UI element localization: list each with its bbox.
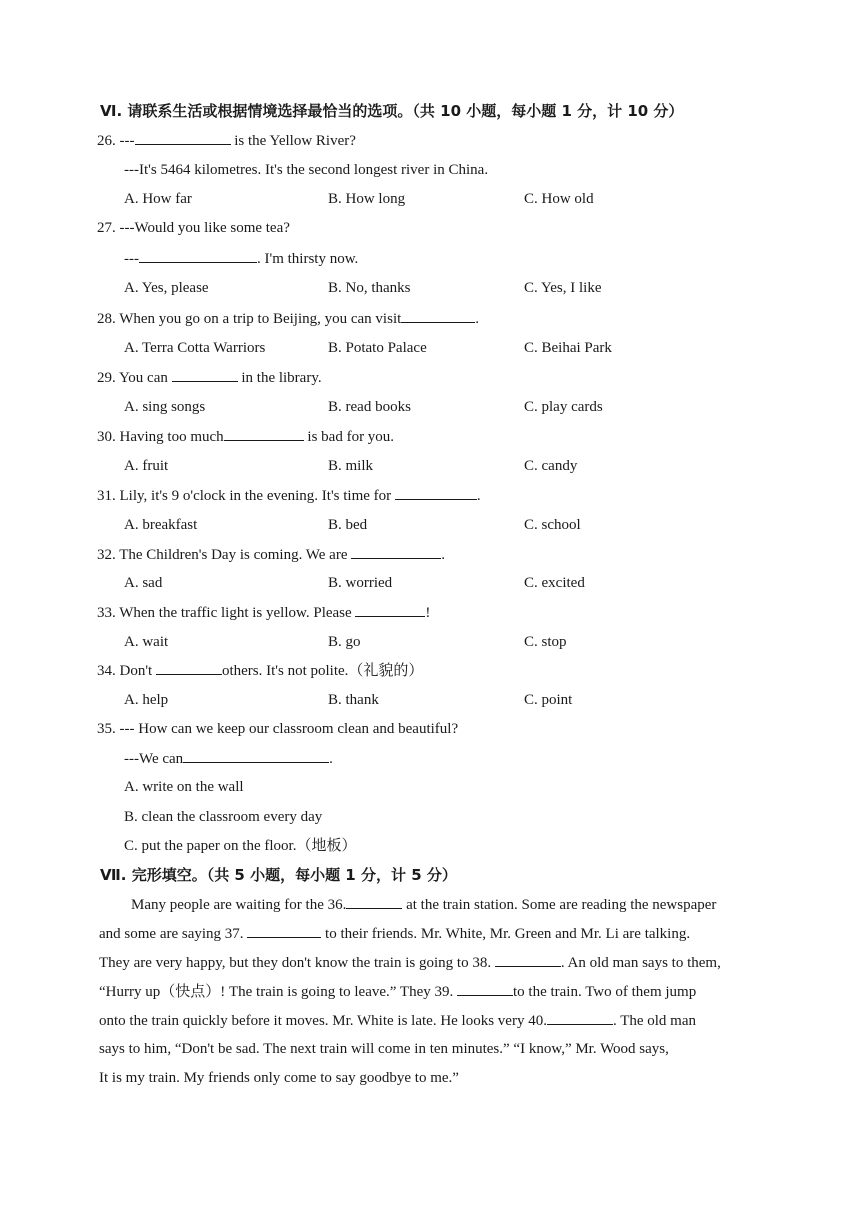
passage-line-2 [99,923,690,944]
question-text: ---Would you like some tea? [119,220,290,236]
option-b[interactable]: B. milk [328,458,374,474]
section-6-title: Ⅵ. 请联系生活或根据情境选择最恰当的选项。（共 10 小题，每小题 1 分，计 10 分） [100,102,684,120]
question-number: 27. [97,220,116,236]
answer-blank[interactable] [156,660,222,675]
passage-text: onto the train quickly before it moves. Mr. White is late. He looks very 40. [99,1013,547,1029]
question-text: --- [124,251,139,267]
question-text: . [441,547,445,563]
question-text: --- How can we keep our classroom clean and beautiful? [119,721,459,737]
question-number: 33. [97,605,116,621]
option-b[interactable]: B. How long [328,191,406,207]
passage-text: at the train station. Some are reading the newspaper [402,897,717,913]
question-number: 32. [97,547,116,563]
question-28 [97,308,479,329]
passage-text: . The old man [612,1013,697,1029]
answer-blank[interactable] [401,308,475,323]
answer-blank[interactable] [172,367,238,382]
question-35 [97,719,458,739]
question-30 [97,426,394,447]
option-b[interactable]: B. Potato Palace [328,340,427,356]
blank-39[interactable] [457,981,513,996]
question-text: --- [119,133,135,149]
question-text: . [476,488,481,504]
option-a[interactable]: A. sing songs [124,399,206,415]
question-text: Having too much [119,429,224,445]
answer-blank[interactable] [183,748,329,763]
question-27 [97,218,290,238]
option-c[interactable]: C. put the paper on the floor.（地板） [124,838,357,854]
question-26 [97,130,356,151]
question-text: is the Yellow River? [230,133,356,149]
option-a[interactable]: A. help [124,692,169,708]
question-number: 26. [97,133,116,149]
option-b[interactable]: B. thank [328,692,379,708]
question-32 [97,544,445,565]
answer-blank[interactable] [224,426,304,441]
question-text: . [329,751,333,767]
question-text: You can [118,370,172,386]
passage-line-5 [99,1010,696,1031]
question-text: . I'm thirsty now. [257,251,359,267]
question-number: 28. [97,311,116,327]
question-27-reply [124,248,358,269]
option-c[interactable]: C. school [524,517,581,533]
option-c[interactable]: C. Beihai Park [524,340,612,356]
option-c[interactable]: C. play cards [524,399,603,415]
question-number: 31. [97,488,116,504]
answer-blank[interactable] [395,485,477,500]
option-c[interactable]: C. stop [524,634,567,650]
question-31 [97,485,481,506]
passage-text: and some are saying 37. [99,926,248,942]
passage-text: “Hurry up（快点）! The train is going to leave.” They 39. [99,984,457,1000]
option-c[interactable]: C. excited [524,575,585,591]
answer-blank[interactable] [139,248,257,263]
passage-text: They are very happy, but they don't know the train is going to 38. [99,955,495,971]
option-a[interactable]: A. sad [124,575,163,591]
option-c[interactable]: C. candy [524,458,578,474]
option-c[interactable]: C. How old [524,191,594,207]
passage-line-7: It is my train. My friends only come to say goodbye to me.” [99,1070,459,1086]
question-34 [97,660,423,681]
option-a[interactable]: A. Yes, please [124,280,209,296]
question-text: ! [425,605,431,621]
question-number: 30. [97,429,116,445]
option-b[interactable]: B. worried [328,575,393,591]
question-text: Don't [119,663,156,679]
question-text: The Children's Day is coming. We are [119,547,352,563]
question-33 [97,602,430,623]
option-a[interactable]: A. write on the wall [124,779,244,795]
section-7-title: Ⅶ. 完形填空。（共 5 小题，每小题 1 分，计 5 分） [100,866,457,884]
option-a[interactable]: A. Terra Cotta Warriors [124,340,266,356]
option-b[interactable]: B. bed [328,517,368,533]
blank-38[interactable] [495,952,561,967]
question-text: in the library. [237,370,322,386]
option-b[interactable]: B. clean the classroom every day [124,809,323,825]
answer-blank[interactable] [355,602,425,617]
question-text: is bad for you. [303,429,395,445]
answer-blank[interactable] [351,544,441,559]
passage-line-3 [99,952,721,973]
option-c[interactable]: C. point [524,692,573,708]
question-35-reply [124,748,333,769]
question-number: 29. [97,370,116,386]
question-text: ---We can [124,751,184,767]
passage-line-6: says to him, “Don't be sad. The next train will come in ten minutes.” “I know,” Mr. Wood says, [99,1041,669,1057]
passage-line-1 [131,894,716,915]
blank-37[interactable] [247,923,321,938]
question-text: others. It's not polite.（礼貌的） [221,663,424,679]
question-number: 34. [97,663,116,679]
option-a[interactable]: A. wait [124,634,169,650]
answer-blank[interactable] [135,130,231,145]
option-b[interactable]: B. read books [328,399,411,415]
passage-text: to the train. Two of them jump [512,984,697,1000]
option-a[interactable]: A. fruit [124,458,169,474]
passage-text: . An old man says to them, [560,955,721,971]
question-text: Lily, it's 9 o'clock in the evening. It's time for [119,488,395,504]
option-a[interactable]: A. breakfast [124,517,198,533]
question-text: When you go on a trip to Beijing, you can visit [119,311,402,327]
question-29 [97,367,322,388]
passage-text: Many people are waiting for the 36. [131,897,347,913]
blank-40[interactable] [547,1010,613,1025]
question-26-reply: ---It's 5464 kilometres. It's the second longest river in China. [124,162,489,178]
option-a[interactable]: A. How far [124,191,192,207]
option-b[interactable]: B. go [328,634,361,650]
option-b[interactable]: B. No, thanks [328,280,411,296]
passage-line-4 [99,981,696,1002]
question-text: . [475,311,480,327]
passage-text: to their friends. Mr. White, Mr. Green and Mr. Li are talking. [321,926,691,942]
question-number: 35. [97,721,116,737]
blank-36[interactable] [346,894,402,909]
question-text: When the traffic light is yellow. Please [119,605,356,621]
option-c[interactable]: C. Yes, I like [524,280,602,296]
